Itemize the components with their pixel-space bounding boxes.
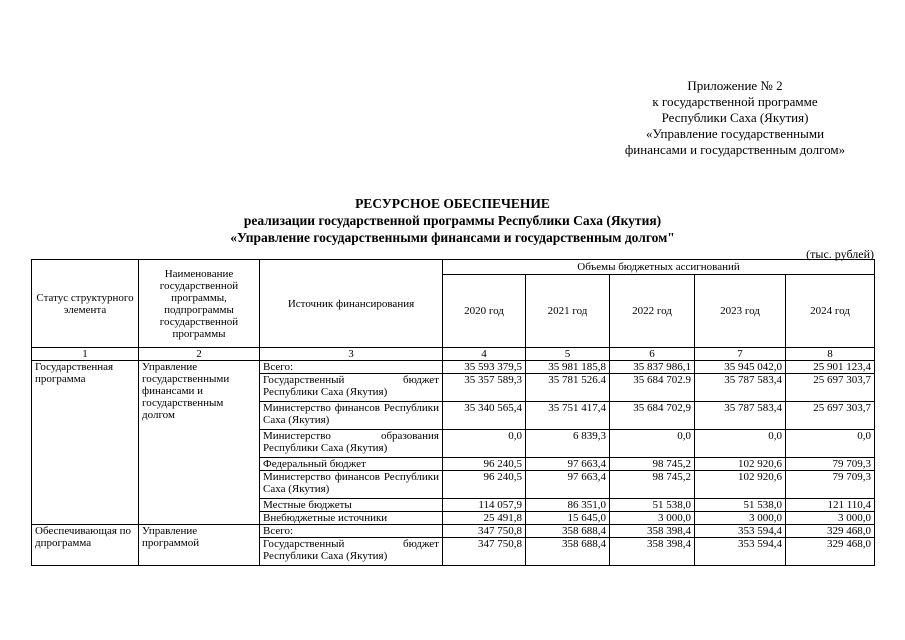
row-value: 35 787 583,4 <box>695 402 786 430</box>
header-status: Статус структурного элемента <box>32 260 139 348</box>
appendix-line: Республики Саха (Якутия) <box>661 110 809 125</box>
row-source: Государственный бюджет Республики Саха (Якутия) <box>260 374 443 402</box>
row-value: 97 663,4 <box>526 471 610 499</box>
header-year: 2020 год <box>443 275 526 348</box>
table-row <box>32 525 875 538</box>
row-value: 329 468,0 <box>786 525 875 538</box>
header-volumes: Объемы бюджетных ассигнований <box>443 260 875 275</box>
row-value: 79 709,3 <box>786 471 875 499</box>
row-source: Министерство образования Республики Саха (Якутия) <box>260 430 443 458</box>
row-value: 35 837 986,1 <box>610 361 695 374</box>
column-number: 2 <box>139 348 260 361</box>
row-value: 358 398,4 <box>610 538 695 566</box>
row-value: 25 491,8 <box>443 512 526 525</box>
row-source: Федеральный бюджет <box>260 458 443 471</box>
header-name: Наименование государственной программы, подпрограммы государственной программы <box>139 260 260 348</box>
row-value: 97 663,4 <box>526 458 610 471</box>
appendix-line: Приложение № 2 <box>687 78 783 93</box>
row-source: Всего: <box>260 361 443 374</box>
row-value: 114 057,9 <box>443 499 526 512</box>
column-number: 4 <box>443 348 526 361</box>
row-source: Всего: <box>260 525 443 538</box>
row-value: 96 240,5 <box>443 458 526 471</box>
heading-title: РЕСУРСНОЕ ОБЕСПЕЧЕНИЕ <box>355 196 550 211</box>
row-value: 35 340 565,4 <box>443 402 526 430</box>
row-value: 3 000,0 <box>695 512 786 525</box>
appendix-line: финансами и государственным долгом» <box>624 142 846 157</box>
header-source: Источник финансирования <box>260 260 443 348</box>
row-value: 25 697 303,7 <box>786 402 875 430</box>
row-source: Внебюджетные источники <box>260 512 443 525</box>
appendix-line: «Управление государственными <box>645 126 825 141</box>
column-number: 6 <box>610 348 695 361</box>
row-source: Министерство финансов Республики Саха (Якутия) <box>260 471 443 499</box>
row-value: 15 645,0 <box>526 512 610 525</box>
row-value: 358 398,4 <box>610 525 695 538</box>
row-value: 96 240,5 <box>443 471 526 499</box>
row-status: Обеспечивающая подпрограмма <box>32 525 139 566</box>
column-number: 1 <box>32 348 139 361</box>
row-source: Государственный бюджет Республики Саха (Якутия) <box>260 538 443 566</box>
row-value: 35 357 589,3 <box>443 374 526 402</box>
row-source: Министерство финансов Республики Саха (Якутия) <box>260 402 443 430</box>
row-value: 3 000,0 <box>786 512 875 525</box>
row-value: 51 538,0 <box>610 499 695 512</box>
document-heading <box>0 195 905 246</box>
row-value: 35 787 583,4 <box>695 374 786 402</box>
row-source: Местные бюджеты <box>260 499 443 512</box>
row-value: 6 839,3 <box>526 430 610 458</box>
row-value: 102 920,6 <box>695 458 786 471</box>
row-value: 102 920,6 <box>695 471 786 499</box>
header-year: 2023 год <box>695 275 786 348</box>
row-value: 121 110,4 <box>786 499 875 512</box>
row-value: 35 751 417,4 <box>526 402 610 430</box>
row-value: 35 981 185,8 <box>526 361 610 374</box>
budget-table <box>31 259 875 566</box>
row-value: 35 684 702,9 <box>610 402 695 430</box>
row-value: 35 781 526.4 <box>526 374 610 402</box>
appendix-line: к государственной программе <box>652 94 818 109</box>
unit-label: (тыс. рублей) <box>806 247 874 261</box>
row-value: 79 709,3 <box>786 458 875 471</box>
row-status: Государственная программа <box>32 361 139 525</box>
row-value: 347 750,8 <box>443 525 526 538</box>
row-value: 0,0 <box>610 430 695 458</box>
row-value: 329 468,0 <box>786 538 875 566</box>
row-value: 35 945 042,0 <box>695 361 786 374</box>
header-year: 2024 год <box>786 275 875 348</box>
row-value: 358 688,4 <box>526 525 610 538</box>
row-value: 98 745,2 <box>610 471 695 499</box>
row-value: 51 538,0 <box>695 499 786 512</box>
header-year: 2022 год <box>610 275 695 348</box>
table-row <box>32 361 875 374</box>
row-value: 353 594,4 <box>695 538 786 566</box>
row-program-name: Управление государственными финансами и государственным долгом <box>139 361 260 525</box>
row-value: 25 697 303,7 <box>786 374 875 402</box>
column-number: 5 <box>526 348 610 361</box>
row-value: 353 594,4 <box>695 525 786 538</box>
row-program-name: Управление программой <box>139 525 260 566</box>
column-number: 7 <box>695 348 786 361</box>
row-value: 98 745,2 <box>610 458 695 471</box>
row-value: 35 593 379,5 <box>443 361 526 374</box>
row-value: 358 688,4 <box>526 538 610 566</box>
row-value: 0,0 <box>786 430 875 458</box>
row-value: 347 750,8 <box>443 538 526 566</box>
column-number: 8 <box>786 348 875 361</box>
header-year: 2021 год <box>526 275 610 348</box>
row-value: 0,0 <box>695 430 786 458</box>
row-value: 35 684 702.9 <box>610 374 695 402</box>
column-number: 3 <box>260 348 443 361</box>
heading-subtitle: реализации государственной программы Республики Саха (Якутия) <box>243 213 662 228</box>
row-value: 3 000,0 <box>610 512 695 525</box>
appendix-note <box>560 78 905 158</box>
row-value: 0,0 <box>443 430 526 458</box>
row-value: 25 901 123,4 <box>786 361 875 374</box>
heading-program-name: «Управление государственными финансами и государственным долгом" <box>230 230 675 245</box>
row-value: 86 351,0 <box>526 499 610 512</box>
